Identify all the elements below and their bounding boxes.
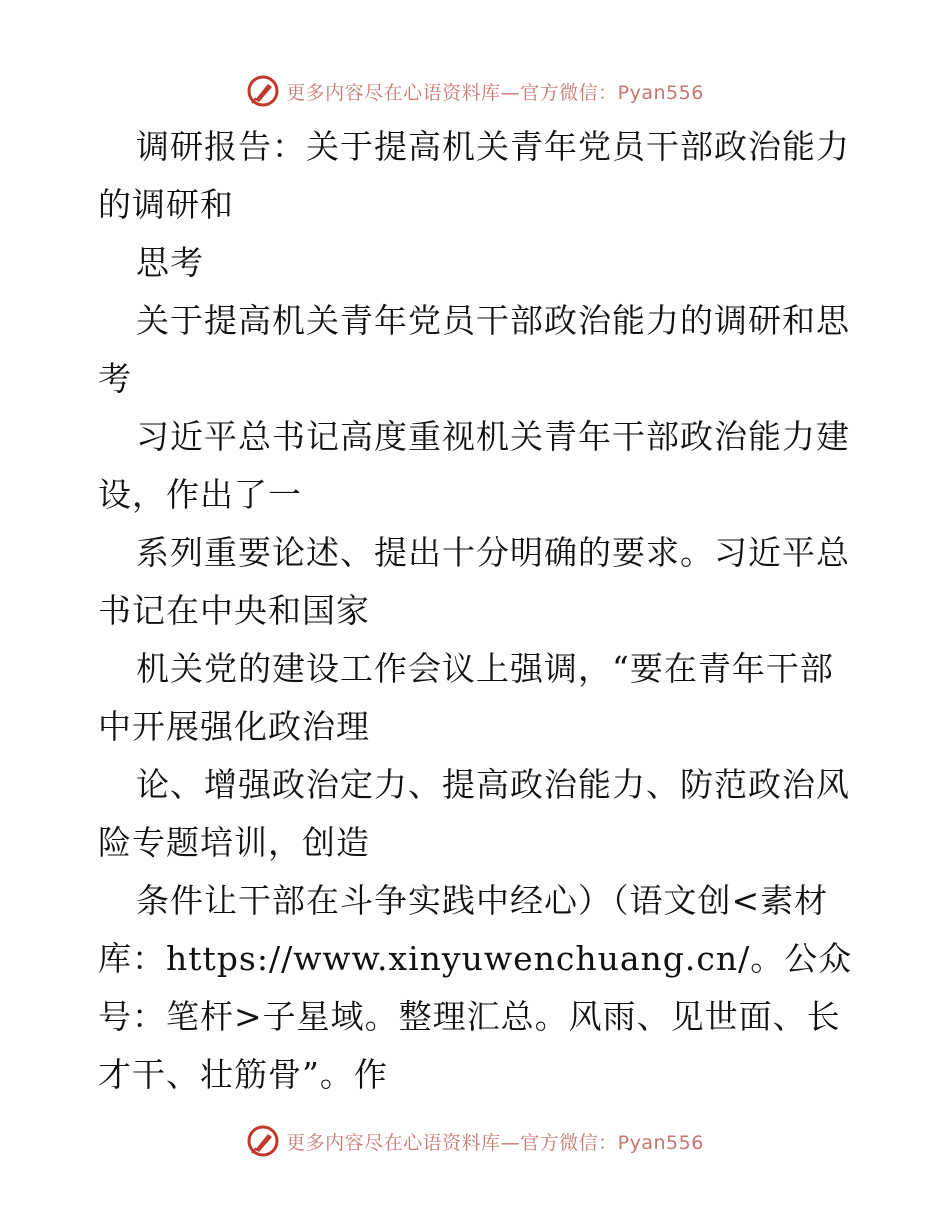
watermark-footer (0, 1121, 950, 1161)
paragraph-title-cont: 思考 (136, 243, 204, 282)
paragraph: 系列重要论述、提出十分明确的要求。习近平总书记在中央和国家 (98, 533, 850, 630)
watermark-text: 更多内容尽在心语资料库—官方微信：Pyan556 (286, 81, 704, 104)
quill-logo-icon (246, 74, 280, 108)
paragraph: 习近平总书记高度重视机关青年干部政治能力建设，作出了一 (98, 417, 850, 514)
document-body (98, 118, 858, 1104)
paragraph: 条件让干部在斗争实践中经心）（语文创<素材库：https://www.xinyuwenchuang.cn/。公众号：笔杆>子星域。整理汇总。风雨、见世面、长才干、壮筋骨”。作 (98, 881, 853, 1094)
paragraph-heading: 关于提高机关青年党员干部政治能力的调研和思考 (98, 301, 850, 398)
paragraph-title: 调研报告：关于提高机关青年党员干部政治能力的调研和 (98, 127, 850, 224)
quill-logo-icon (246, 1124, 280, 1158)
paragraph: 论、增强政治定力、提高政治能力、防范政治风险专题培训，创造 (98, 765, 850, 862)
paragraph: 机关党的建设工作会议上强调，“要在青年干部中开展强化政治理 (98, 649, 834, 746)
watermark-header (0, 71, 950, 111)
watermark-text: 更多内容尽在心语资料库—官方微信：Pyan556 (286, 1131, 704, 1154)
